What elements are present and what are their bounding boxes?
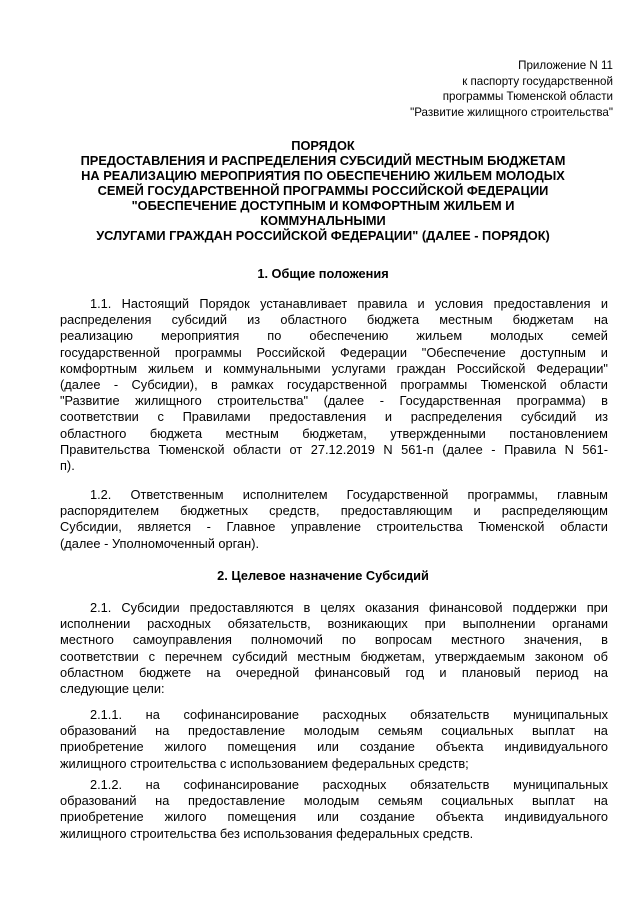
word: местным xyxy=(439,312,493,328)
word: орган). xyxy=(218,535,260,551)
paragraph-line xyxy=(60,777,608,793)
word: период xyxy=(535,664,579,680)
word: условия xyxy=(434,296,484,311)
word: услугами xyxy=(331,360,386,376)
word: образований xyxy=(60,723,137,739)
word: использованием xyxy=(229,755,329,771)
paragraph-line xyxy=(60,649,608,665)
word: местного xyxy=(451,632,505,648)
word: помещения xyxy=(227,739,297,755)
word: предоставления xyxy=(269,409,367,425)
word: Уполномоченный xyxy=(111,535,215,551)
word: федеральных xyxy=(336,825,420,841)
word: семьям xyxy=(377,723,423,739)
word: и xyxy=(384,409,393,425)
word: программа) xyxy=(516,393,586,409)
word: из xyxy=(247,312,261,328)
word: индивидуального xyxy=(504,809,608,825)
word: с xyxy=(157,409,164,425)
word: Главное xyxy=(226,519,276,535)
word: жилого xyxy=(164,809,207,825)
word: федеральных xyxy=(331,755,415,771)
word: обязательств, xyxy=(227,616,311,632)
word: объекта xyxy=(435,809,484,825)
word: - xyxy=(104,535,109,551)
word: Субсидии xyxy=(121,600,180,615)
word: п). xyxy=(60,458,75,474)
word: Государственная xyxy=(399,393,501,409)
word: образований xyxy=(60,793,137,809)
word: государственной xyxy=(60,344,161,360)
word: распределения xyxy=(410,409,503,425)
paragraph-line xyxy=(60,393,608,409)
paragraph-line xyxy=(60,312,608,328)
word: об xyxy=(593,648,608,664)
word: области xyxy=(560,377,608,393)
word: Тюменской xyxy=(478,519,545,535)
word: или xyxy=(317,809,339,825)
word: расходных xyxy=(322,777,387,792)
word: распорядителем xyxy=(60,503,159,519)
paragraph-line xyxy=(60,756,608,772)
word: граждан xyxy=(396,360,446,376)
word: субсидий xyxy=(520,409,577,425)
word: 27.12.2019 xyxy=(310,441,375,457)
word: обеспечению xyxy=(309,328,389,344)
word: средств; xyxy=(418,755,469,771)
document-title xyxy=(60,138,586,243)
word: программы xyxy=(174,344,242,360)
paragraph-line xyxy=(60,487,608,503)
word: семьям xyxy=(377,793,423,809)
word: молодым xyxy=(303,723,360,739)
word: "Обеспечение xyxy=(421,344,506,360)
word: по xyxy=(267,328,282,344)
word: 2.1. xyxy=(90,600,112,615)
word: Настоящий xyxy=(121,296,190,311)
paragraph-line xyxy=(60,600,608,616)
word: выплат xyxy=(532,723,576,739)
word: строительства" xyxy=(217,393,309,409)
paragraph-line xyxy=(60,739,608,755)
word: главным xyxy=(557,487,608,502)
paragraph-line xyxy=(60,826,608,842)
word: предоставляются xyxy=(189,600,294,615)
paragraph-2-1-2 xyxy=(60,777,608,842)
word: Порядок xyxy=(199,296,250,311)
word: правила xyxy=(357,296,408,311)
appendix-line: программы Тюменской области xyxy=(442,90,613,103)
word: софинансирование xyxy=(183,707,299,722)
word: по xyxy=(341,632,356,648)
title-line: ПРЕДОСТАВЛЕНИЯ И РАСПРЕДЕЛЕНИЯ СУБСИДИЙ МЕСТНЫМ БЮДЖЕТАМ xyxy=(80,153,566,168)
word: доступным xyxy=(520,344,586,360)
word: на xyxy=(593,723,608,739)
word: области xyxy=(560,519,608,535)
word: оказания xyxy=(364,600,420,615)
appendix-line: "Развитие жилищного строительства" xyxy=(410,105,613,119)
word: местного xyxy=(60,632,114,648)
word: вопросам xyxy=(374,632,433,648)
word: на xyxy=(593,312,608,328)
word: или xyxy=(317,739,339,755)
word: цели: xyxy=(132,681,165,697)
word: Субсидии), xyxy=(131,377,198,393)
word: в xyxy=(601,632,608,648)
word: рамках xyxy=(231,377,274,393)
word: N xyxy=(383,441,393,457)
word: самоуправления xyxy=(132,632,232,648)
word: постановлением xyxy=(509,425,608,441)
paragraph-line xyxy=(60,361,608,377)
word: бюджета xyxy=(366,312,420,328)
word: и xyxy=(600,296,608,311)
paragraph-line xyxy=(60,793,608,809)
word: - xyxy=(206,519,211,535)
word: муниципальных xyxy=(513,707,608,722)
word: обязательств xyxy=(410,707,490,722)
appendix-line: к паспорту государственной xyxy=(462,74,613,88)
word: (далее xyxy=(60,535,101,551)
word: 2.1.1. xyxy=(90,707,123,722)
word: - xyxy=(379,393,384,409)
word: предоставление xyxy=(187,793,286,809)
word: год xyxy=(405,664,425,680)
word: обязательств xyxy=(410,777,490,792)
word: государственной xyxy=(286,377,387,393)
title-line: ПОРЯДОК xyxy=(291,138,355,153)
word: органами xyxy=(552,616,608,632)
word: при xyxy=(586,600,608,615)
paragraph-2-1 xyxy=(60,600,608,697)
paragraph-line xyxy=(60,809,608,825)
word: исполнении xyxy=(60,616,131,632)
word: муниципальных xyxy=(513,777,608,792)
paragraph-line xyxy=(60,409,608,425)
word: на xyxy=(593,793,608,809)
word: утверждаемым xyxy=(434,648,526,664)
word: реализацию xyxy=(60,328,134,344)
word: управление xyxy=(290,519,361,535)
word: Правилами xyxy=(182,409,251,425)
word: - xyxy=(113,377,119,393)
word: из xyxy=(594,409,608,425)
word: следующие xyxy=(60,681,129,697)
word: и xyxy=(417,296,425,311)
word: на xyxy=(155,793,170,809)
word: 561-п xyxy=(401,441,434,457)
paragraph-1-2 xyxy=(60,487,608,552)
word: жилищного xyxy=(60,755,127,771)
paragraph-2-1-1 xyxy=(60,707,608,772)
word: значения, xyxy=(523,632,583,648)
title-line: КОММУНАЛЬНЫМИ xyxy=(260,213,386,228)
paragraph-line xyxy=(60,503,608,519)
word: Тюменской xyxy=(480,377,547,393)
word: средств, xyxy=(269,503,320,519)
word: мероприятия xyxy=(161,328,240,344)
word: утвержденными xyxy=(390,425,486,441)
title-line: УСЛУГАМИ ГРАЖДАН РОССИЙСКОЙ ФЕДЕРАЦИИ" (ДАЛЕЕ - ПОРЯДОК) xyxy=(96,228,550,243)
word: бюджетам xyxy=(512,312,574,328)
word: индивидуального xyxy=(504,739,608,755)
word: перечнем xyxy=(164,648,223,664)
word: Федерации xyxy=(339,344,407,360)
appendix-line: Приложение N 11 xyxy=(518,59,613,72)
paragraph-line xyxy=(60,345,608,361)
word: (далее xyxy=(442,441,483,457)
word: в xyxy=(601,393,608,409)
word: с xyxy=(148,648,155,664)
word: является xyxy=(137,519,192,535)
word: очередной xyxy=(235,664,300,680)
word: молодым xyxy=(303,793,360,809)
word: областного xyxy=(280,312,347,328)
word: софинансирование xyxy=(183,777,299,792)
paragraph-line xyxy=(60,296,608,312)
word: жилищного xyxy=(135,393,202,409)
word: приобретение xyxy=(60,739,144,755)
word: Субсидии, xyxy=(60,519,122,535)
word: объекта xyxy=(435,739,484,755)
word: Российской xyxy=(456,360,526,376)
word: исполнителем xyxy=(242,487,328,502)
word: коммунальными xyxy=(223,360,321,376)
word: и xyxy=(204,360,213,376)
title-line: НА РЕАЛИЗАЦИЮ МЕРОПРИЯТИЯ ПО ОБЕСПЕЧЕНИЮ ЖИЛЬЕМ МОЛОДЫХ xyxy=(81,168,565,183)
paragraph-line xyxy=(60,616,608,632)
word: 1.1. xyxy=(90,296,112,311)
word: программы xyxy=(400,377,468,393)
word: соответствии xyxy=(60,648,139,664)
word: предоставляющим xyxy=(340,503,453,519)
word: Правила xyxy=(504,441,557,457)
word: местным xyxy=(225,425,279,441)
word: Тюменской xyxy=(158,441,225,457)
word: при xyxy=(424,616,446,632)
word: полномочий xyxy=(250,632,323,648)
word: жилищного xyxy=(60,825,127,841)
word: областного xyxy=(60,425,127,441)
word: программы, xyxy=(467,487,538,502)
paragraph-line xyxy=(60,536,608,552)
word: бюджетам, xyxy=(360,648,426,664)
appendix-note xyxy=(410,58,613,120)
word: субсидий xyxy=(232,648,288,664)
word: 1.2. xyxy=(90,487,112,502)
word: плановый xyxy=(461,664,521,680)
word: молодых xyxy=(490,328,544,344)
word: устанавливает xyxy=(260,296,348,311)
word: семей xyxy=(571,328,608,344)
paragraph-line xyxy=(60,442,608,458)
word: субсидий xyxy=(171,312,227,328)
word: предоставление xyxy=(187,723,286,739)
word: 561- xyxy=(582,441,608,457)
word: области xyxy=(233,441,281,457)
word: строительства xyxy=(130,755,217,771)
paragraph-line xyxy=(60,458,608,474)
word: соответствии xyxy=(60,409,139,425)
word: бюджета xyxy=(149,425,203,441)
word: приобретение xyxy=(60,809,144,825)
word: Ответственным xyxy=(130,487,224,502)
word: на xyxy=(145,707,160,722)
title-line: СЕМЕЙ ГОСУДАРСТВЕННОЙ ПРОГРАММЫ РОССИЙСКОЙ ФЕДЕРАЦИИ xyxy=(97,183,549,198)
word: финансовый xyxy=(314,664,391,680)
word: и xyxy=(473,503,481,519)
section-2-heading: 2. Целевое назначение Субсидий xyxy=(217,568,429,583)
word: финансовой xyxy=(429,600,503,615)
word: Правительства xyxy=(60,441,150,457)
word: Государственной xyxy=(346,487,449,502)
word: 2.1.2. xyxy=(90,777,123,792)
word: создание xyxy=(359,739,415,755)
paragraph-line xyxy=(60,632,608,648)
paragraph-line xyxy=(60,377,608,393)
word: использования xyxy=(243,825,333,841)
paragraph-line xyxy=(60,426,608,442)
word: от xyxy=(289,441,303,457)
word: выполнении xyxy=(462,616,536,632)
word: социальных xyxy=(441,793,514,809)
word: распределения xyxy=(60,312,152,328)
word: выплат xyxy=(532,793,576,809)
word: в xyxy=(211,377,218,393)
word: жильем xyxy=(148,360,194,376)
word: Российской xyxy=(256,344,326,360)
word: на xyxy=(593,664,608,680)
word: N xyxy=(564,441,574,457)
word: Федерации" xyxy=(536,360,608,376)
word: поддержки xyxy=(512,600,577,615)
word: на xyxy=(155,723,170,739)
paragraph-line xyxy=(60,665,608,681)
word: целях xyxy=(320,600,355,615)
word: помещения xyxy=(227,809,297,825)
word: областном xyxy=(60,664,124,680)
paragraph-line xyxy=(60,328,608,344)
word: бюджетам, xyxy=(302,425,367,441)
word: создание xyxy=(359,809,415,825)
word: комфортным xyxy=(60,360,138,376)
word: строительства xyxy=(376,519,463,535)
paragraph-line xyxy=(60,723,608,739)
word: на xyxy=(145,777,160,792)
paragraph-line xyxy=(60,519,608,535)
word: и xyxy=(600,344,608,360)
word: расходных xyxy=(322,707,387,722)
word: средств. xyxy=(422,825,474,841)
word: бюджете xyxy=(138,664,192,680)
paragraph-1-1 xyxy=(60,296,608,474)
word: возникающих xyxy=(327,616,408,632)
word: с xyxy=(219,755,227,771)
word: социальных xyxy=(441,723,514,739)
paragraph-line xyxy=(60,707,608,723)
word: жильем xyxy=(416,328,463,344)
word: жилого xyxy=(164,739,207,755)
word: расходных xyxy=(147,616,211,632)
title-line: "ОБЕСПЕЧЕНИЕ ДОСТУПНЫМ И КОМФОРТНЫМ ЖИЛЬЕМ И xyxy=(131,198,515,213)
paragraph-line xyxy=(60,681,608,697)
word: (далее xyxy=(323,393,365,409)
word: (далее xyxy=(60,377,101,393)
section-1-heading: 1. Общие положения xyxy=(257,266,389,281)
word: в xyxy=(303,600,311,615)
word: строительства xyxy=(130,825,217,841)
word: местным xyxy=(297,648,351,664)
word: бюджетных xyxy=(180,503,249,519)
word: законом xyxy=(534,648,584,664)
word: и xyxy=(439,664,447,680)
word: "Развитие xyxy=(60,393,120,409)
word: распределяющим xyxy=(501,503,608,519)
word: предоставления xyxy=(493,296,591,311)
word: - xyxy=(491,441,496,457)
word: без xyxy=(219,825,240,841)
word: на xyxy=(206,664,221,680)
